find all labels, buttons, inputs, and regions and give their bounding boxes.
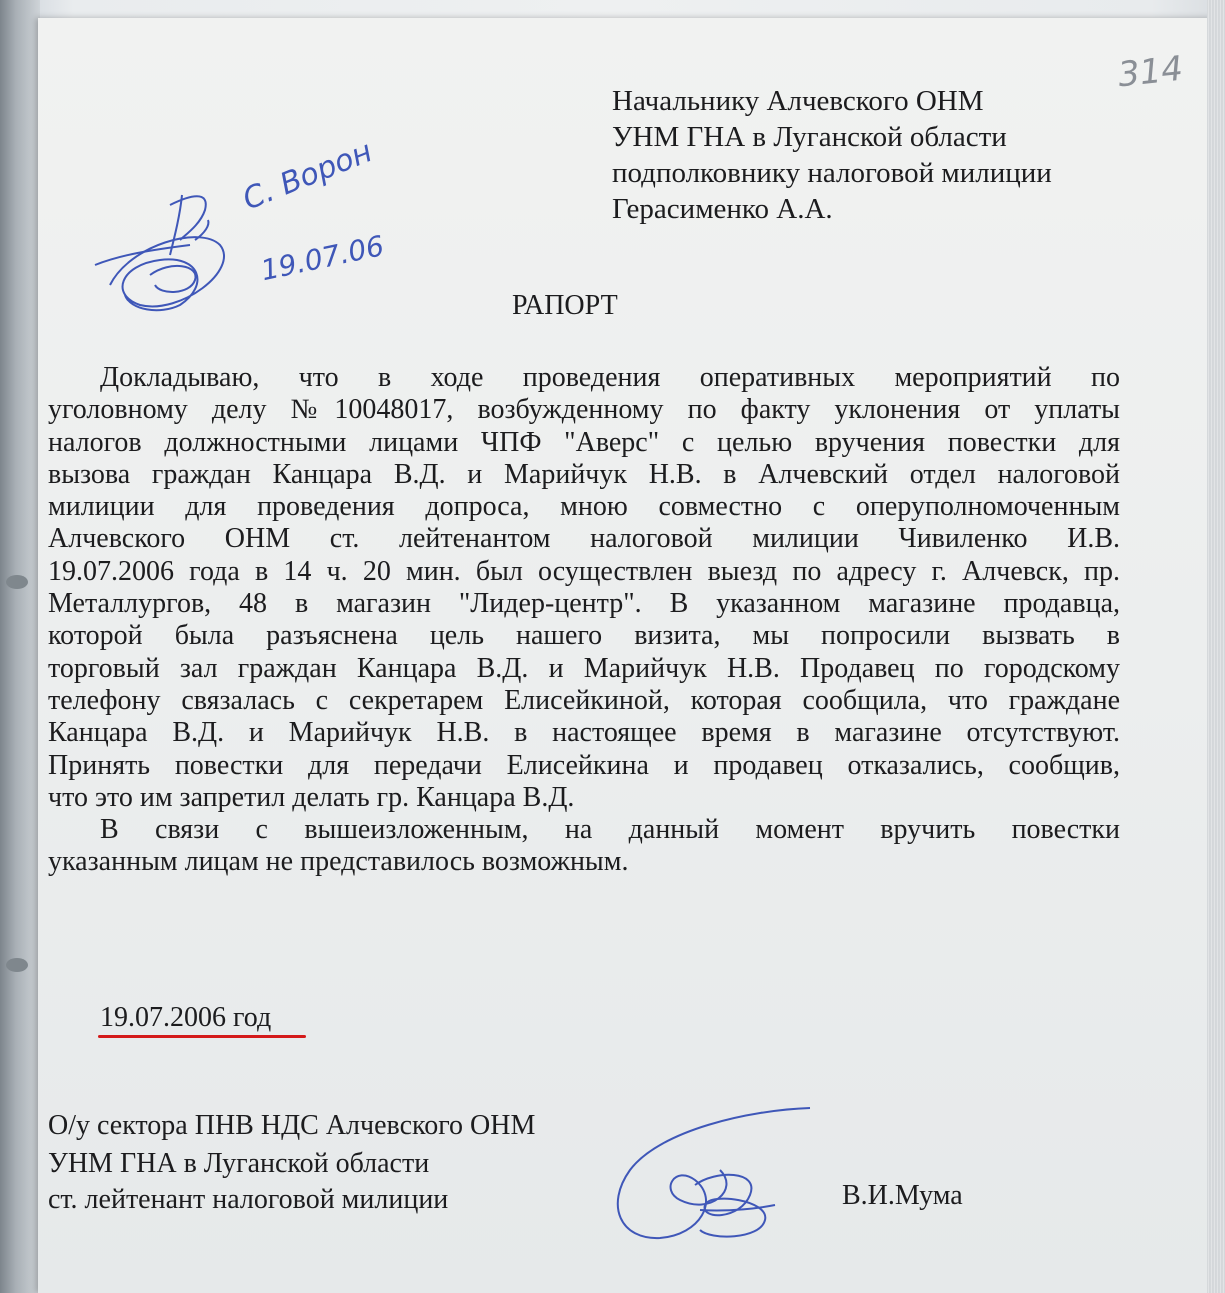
binding-edge <box>0 0 40 1293</box>
body-line: торговый зал граждан Канцара В.Д. и Марийчук Н.В. Продавец по городскому <box>48 652 1120 684</box>
body-line: Металлургов, 48 в магазин "Лидер-центр". В указанном магазине продавца, <box>48 588 1120 620</box>
body-line: Докладываю, что в ходе проведения оперативных мероприятий по <box>100 362 1120 393</box>
body-line: которой была разъяснена цель нашего визита, мы попросили вызвать в <box>48 620 1120 652</box>
body-line: телефону связалась с секретарем Елисейкиной, которая сообщила, что граждане <box>48 684 1120 716</box>
signer-line: ст. лейтенант налоговой милиции <box>48 1184 449 1215</box>
page-number-mark: 314 <box>1116 48 1185 96</box>
body-line: уголовному делу №10048017, возбужденному по факту уклонения от уплаты <box>48 394 1120 426</box>
signer-name: В.И.Мума <box>842 1180 963 1211</box>
signer-line: О/у сектора ПНВ НДС Алчевского ОНМ <box>48 1110 536 1141</box>
binder-hole <box>6 575 28 589</box>
addressee-line: УНМ ГНА в Луганской области <box>612 121 1007 153</box>
body-line: налогов должностными лицами ЧПФ "Аверс" с целью вручения повестки для <box>48 426 1120 458</box>
resolution-text: С. Ворон <box>238 134 378 218</box>
addressee-line: Герасименко А.А. <box>612 193 833 225</box>
report-body <box>48 362 1120 879</box>
body-line: Принять повестки для передачи Елисейкина и продавец отказались, сообщив, <box>48 749 1120 781</box>
body-line: вызова граждан Канцара В.Д. и Марийчук Н.В. в Алчевский отдел налоговой <box>48 458 1120 490</box>
body-line: милиции для проведения допроса, мною совместно с оперуполномоченным <box>48 491 1120 523</box>
date-underline <box>98 1035 306 1038</box>
signer-line: УНМ ГНА в Луганской области <box>48 1148 430 1179</box>
addressee-line: Начальнику Алчевского ОНМ <box>612 85 984 117</box>
document-title: РАПОРТ <box>512 290 618 321</box>
body-line: Алчевского ОНМ ст. лейтенантом налоговой милиции Чивиленко И.В. <box>48 523 1120 555</box>
binder-hole <box>6 958 28 972</box>
addressee-line: подполковнику налоговой милиции <box>612 157 1052 189</box>
report-date: 19.07.2006 год <box>100 1002 272 1033</box>
officer-signature <box>600 1100 830 1250</box>
body-line: что это им запретил делать гр. Канцара В.Д. <box>48 781 575 813</box>
body-line: В связи с вышеизложенным, на данный момент вручить повестки <box>100 814 1120 846</box>
resolution-date: 19.07.06 <box>258 229 387 288</box>
body-line: указанным лицам не представилось возможным. <box>48 846 629 878</box>
body-line: 19.07.2006 года в 14 ч. 20 мин. был осуществлен выезд по адресу г. Алчевск, пр. <box>48 555 1120 587</box>
stacked-pages-edge <box>1207 0 1225 1293</box>
body-line: Канцара В.Д. и Марийчук Н.В. в настоящее время в магазине отсутствуют. <box>48 717 1120 749</box>
